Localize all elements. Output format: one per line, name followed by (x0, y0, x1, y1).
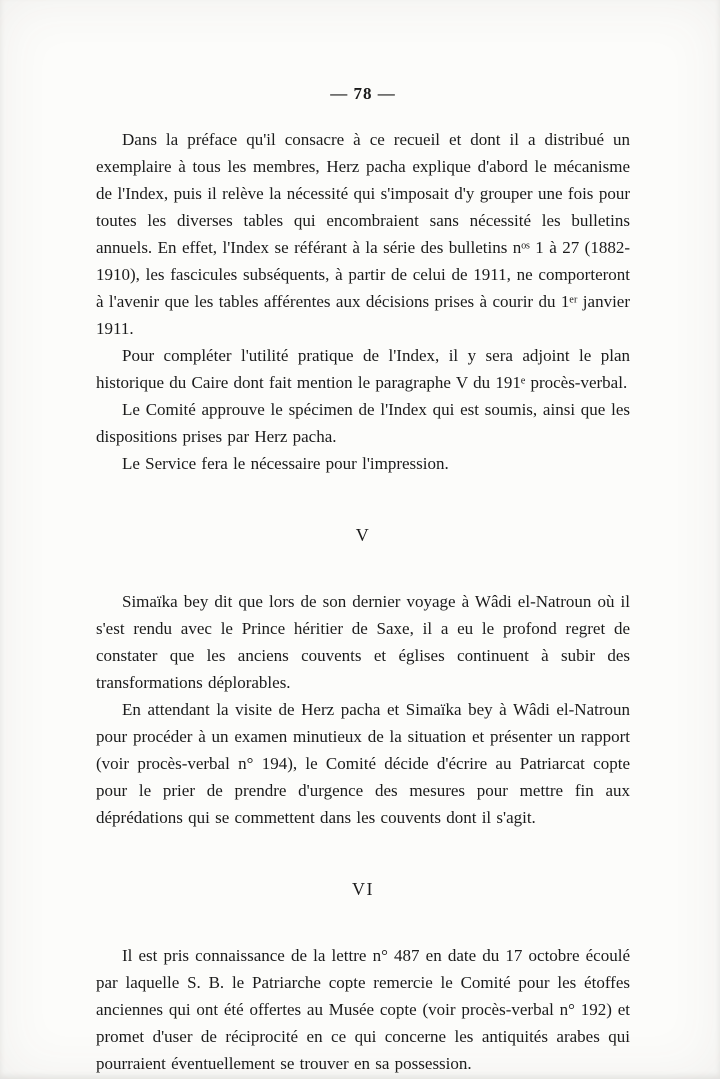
section-heading-vi: VI (352, 879, 374, 899)
section-intro (96, 126, 630, 477)
paragraph: Il est pris connaissance de la lettre n° 487 en date du 17 octobre écoulé par laquelle S. B. le Patriarche copte remercie le Comité pour les étoffes anciennes qui ont été offertes au Musée copte (voir procès-verbal n° 192) et promet d'user de réciprocité en ce qui concerne les antiquités arabes qui pourraient éventuellement se trouver en sa possession. (96, 946, 630, 1073)
section-vi (96, 879, 630, 1077)
paragraph: Simaïka bey dit que lors de son dernier voyage à Wâdi el-Natroun où il s'est rendu avec le Prince héritier de Saxe, il a eu le profond regret de constater que les anciens couvents et églises continuent à subir des transformations déplorables. (96, 592, 630, 692)
section-heading-v: V (355, 525, 371, 545)
paragraph: En attendant la visite de Herz pacha et Simaïka bey à Wâdi el-Natroun pour procéder à un examen minutieux de la situation et présenter un rapport (voir procès-verbal n° 194), le Comité décide d'écrire au Patriarcat copte pour le prier de prendre d'urgence des mesures pour mettre fin aux déprédations qui se commettent dans les couvents dont il s'agit. (96, 700, 630, 827)
section-v (96, 525, 630, 831)
paragraph: Le Service fera le nécessaire pour l'impression. (122, 454, 449, 473)
paragraph: Pour compléter l'utilité pratique de l'Index, il y sera adjoint le plan historique du Caire dont fait mention le paragraphe V du 191ᵉ procès-verbal. (96, 346, 630, 392)
paragraph: Le Comité approuve le spécimen de l'Index qui est soumis, ainsi que les dispositions prises par Herz pacha. (96, 400, 630, 446)
paragraph: Dans la préface qu'il consacre à ce recueil et dont il a distribué un exemplaire à tous les membres, Herz pacha explique d'abord le mécanisme de l'Index, puis il relève la nécessité qui s'imposait d'y grouper une fois pour toutes les diverses tables qui encombraient sans nécessité les bulletins annuels. En effet, l'Index se référant à la série des bulletins nᵒˢ 1 à 27 (1882-1910), les fascicules subséquents, à partir de celui de 1911, ne comporteront à l'avenir que les tables afférentes aux décisions prises à courir du 1ᵉʳ janvier 1911. (96, 130, 630, 338)
page-number: — 78 — (330, 84, 396, 103)
